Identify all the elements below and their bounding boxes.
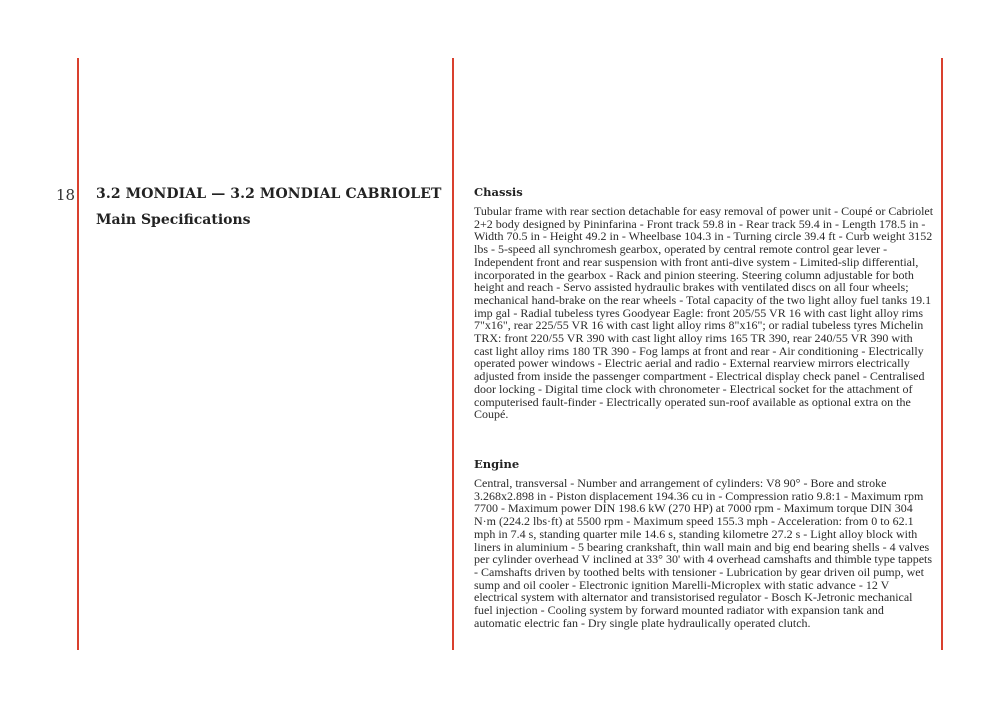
- right-margin-rule: [941, 58, 943, 650]
- chassis-section: [474, 185, 934, 421]
- engine-heading: Engine: [474, 457, 520, 471]
- engine-body: Central, transversal - Number and arrangement of cylinders: V8 90° - Bore and stroke 3.268x2.898 in - Piston displacement 194.36 cu in - Compression ratio 9.8:1 - Maximum rpm 7700 - Maximum power DIN 198.6 kW (270 HP) at 7000 rpm - Maximum torque DIN 304 N·m (224.2 lbs·ft) at 5500 rpm - Maximum speed 155.3 mph - Acceleration: from 0 to 62.1 mph in 7.4 s, standing quarter mile 14.6 s, standing kilometre 27.2 s - Light alloy block with liners in aluminium - 5 bearing crankshaft, thin wall main and big end bearing shells - 4 valves per cylinder overhead V inclined at 33° 30' with 4 overhead camshafts and thimble type tappets - Camshafts driven by toothed belts with tensioner - Lubrication by gear driven oil pump, wet sump and oil cooler - Electronic ignition Marelli-Microplex with static advance - 12 V electrical system with alternator and transistorised regulator - Bosch K-Jetronic mechanical fuel injection - Cooling system by forward mounted radiator with expansion tank and automatic electric fan - Dry single plate hydraulically operated clutch.: [474, 476, 933, 630]
- engine-section: [474, 457, 934, 629]
- center-column-rule: [452, 58, 454, 650]
- chassis-heading: Chassis: [474, 185, 523, 199]
- chassis-body: Tubular frame with rear section detachable for easy removal of power unit - Coupé or Cabriolet 2+2 body designed by Pininfarina - Front track 59.8 in - Rear track 59.4 in - Length 178.5 in - Width 70.5 in - Height 49.2 in - Wheelbase 104.3 in - Turning circle 39.4 ft - Curb weight 3152 lbs - 5-speed all synchromesh gearbox, operated by central remote control gear lever - Independent front and rear suspension with front anti-dive system - Limited-slip differential, incorporated in the gearbox - Rack and pinion steering. Steering column adjustable for both height and reach - Servo assisted hydraulic brakes with ventilated discs on all four wheels; mechanical hand-brake on the rear wheels - Total capacity of the two light alloy fuel tanks 19.1 imp gal - Radial tubeless tyres Goodyear Eagle: front 205/55 VR 16 with cast light alloy rims 7"x16", rear 225/55 VR 16 with cast light alloy rims 8"x16"; or radial tubeless tyres Michelin TRX: front 220/55 VR 390 with cast light alloy rims 165 TR 390, rear 240/55 VR 390 with cast light alloy rims 180 TR 390 - Fog lamps at front and rear - Air conditioning - Electrically operated power windows - Electric aerial and radio - External rearview mirrors electrically adjusted from inside the passenger compartment - Electrical display check panel - Centralised door locking - Digital time clock with chronometer - Electrical socket for the attachment of computerised fault-finder - Electrically operated sun-roof available as optional extra on the Coupé.: [474, 204, 934, 422]
- page-number: 18: [56, 186, 76, 204]
- page-title: 3.2 MONDIAL — 3.2 MONDIAL CABRIOLET: [96, 186, 442, 202]
- page-subtitle: Main Specifications: [96, 212, 251, 228]
- left-margin-rule: [77, 58, 79, 650]
